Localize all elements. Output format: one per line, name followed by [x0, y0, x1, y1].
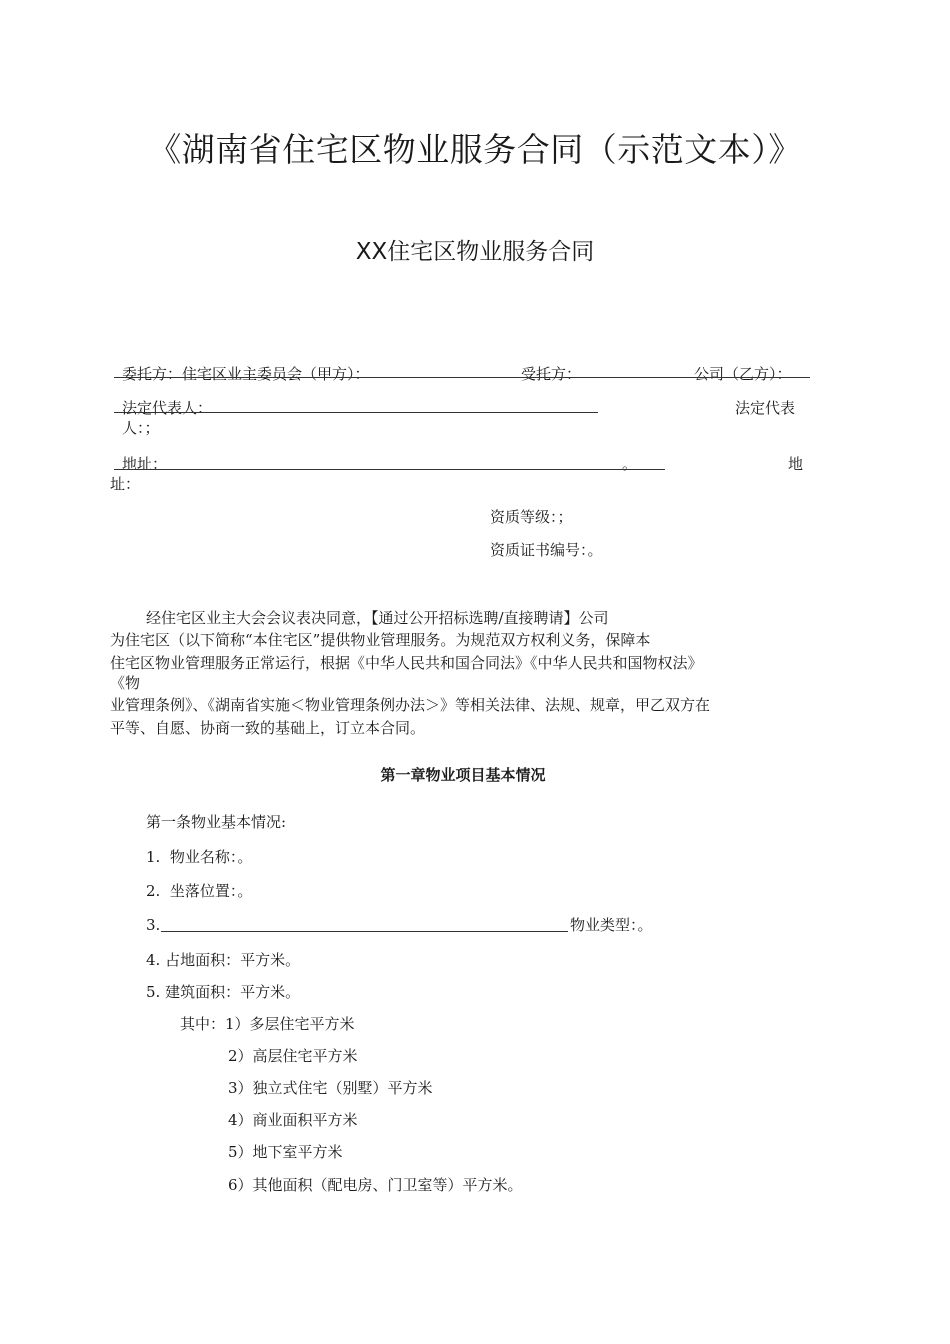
- document-title: 《湖南省住宅区物业服务合同（示范文本）》: [148, 130, 802, 169]
- breakdown-item: 6）其他面积（配电房、门卫室等）平方米。: [228, 1176, 523, 1194]
- article-heading: 第一条物业基本情况:: [146, 813, 287, 831]
- address-b-label-tail: 址：: [110, 475, 141, 493]
- legal-rep-a-label: 法定代表人：: [122, 399, 213, 417]
- contract-subtitle: XX住宅区物业服务合同: [355, 239, 595, 265]
- chapter-heading: 第一章物业项目基本情况: [380, 766, 546, 784]
- address-a-underline: [114, 469, 665, 470]
- legal-rep-a-underline: [114, 412, 598, 413]
- address-b-label: 地: [788, 455, 804, 473]
- item-3-underline: [161, 931, 568, 932]
- preamble-line: 业管理条例》、《湖南省实施＜物业管理条例办法＞》等相关法律、法规、规章，甲乙双方在: [110, 696, 711, 714]
- preamble-line: 经住宅区业主大会会议表决同意，【通过公开招标选聘/直接聘请】公司: [146, 609, 609, 627]
- item-building-area: 5. 建筑面积：平方米。: [146, 983, 301, 1001]
- company-label: 公司（乙方）：: [694, 365, 792, 383]
- legal-rep-b-label: 法定代表: [735, 399, 796, 417]
- item-property-name: 1. 物业名称：。: [146, 848, 253, 866]
- party-underline: [114, 377, 810, 378]
- breakdown-item: 2）高层住宅平方米: [228, 1047, 358, 1065]
- preamble-line: 《物: [110, 674, 141, 692]
- legal-rep-b-label-tail: 人：；: [122, 419, 160, 437]
- delegator-label: 委托方：住宅区业主委员会（甲方）：: [122, 365, 370, 383]
- breakdown-item: 5）地下室平方米: [228, 1143, 343, 1161]
- breakdown-intro: 其中：1）多层住宅平方米: [180, 1015, 355, 1033]
- trustee-label: 受托方：: [521, 365, 582, 383]
- preamble-line: 住宅区物业管理服务正常运行，根据《中华人民共和国合同法》《中华人民共和国物权法》: [110, 654, 703, 672]
- item-3-number: 3.: [146, 916, 161, 934]
- address-a-end: 。: [622, 455, 638, 473]
- qualification-level: 资质等级：；: [490, 508, 573, 526]
- breakdown-item: 3）独立式住宅（别墅）平方米: [228, 1079, 433, 1097]
- certificate-number: 资质证书编号：。: [490, 541, 603, 559]
- item-location: 2. 坐落位置：。: [146, 882, 253, 900]
- breakdown-item: 4）商业面积平方米: [228, 1111, 358, 1129]
- preamble-line: 平等、自愿、协商一致的基础上，订立本合同。: [110, 719, 426, 737]
- address-a-label: 地址：: [122, 455, 168, 473]
- item-land-area: 4. 占地面积：平方米。: [146, 951, 301, 969]
- item-property-type: 物业类型：。: [570, 916, 653, 934]
- preamble-line: 为住宅区（以下简称“本住宅区”提供物业管理服务。为规范双方权利义务，保障本: [110, 631, 651, 649]
